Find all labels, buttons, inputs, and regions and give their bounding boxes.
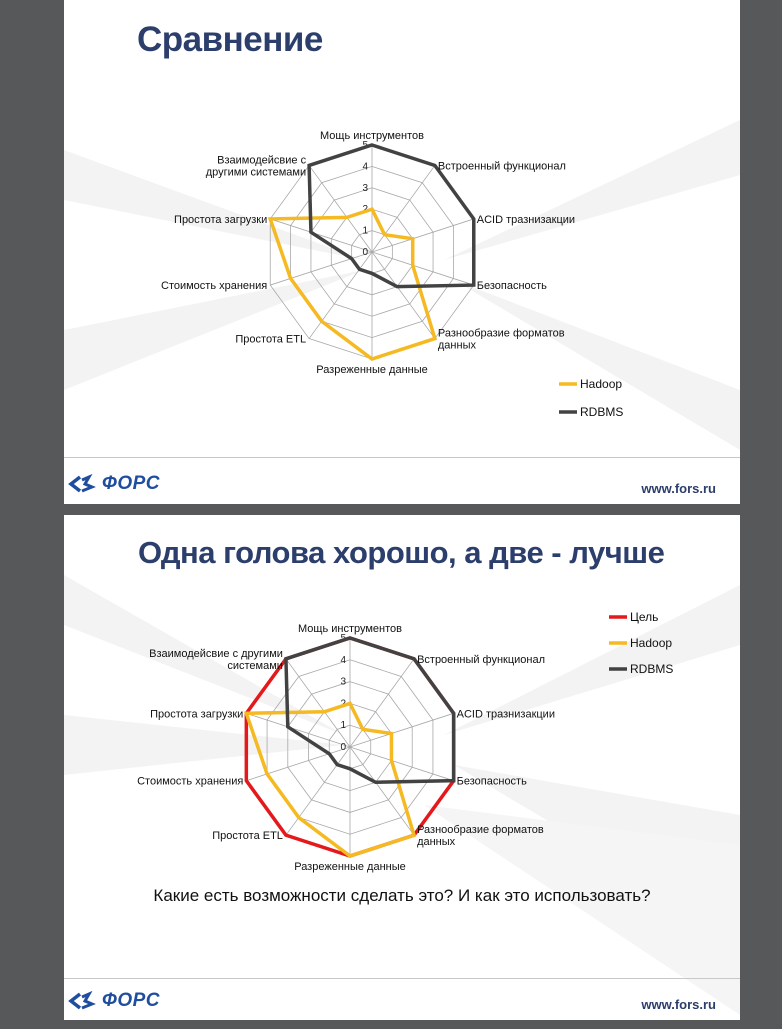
grid-spoke	[309, 252, 372, 339]
grid-spoke	[270, 219, 372, 252]
axis-label: ACID тразнизакции	[456, 708, 555, 721]
fors-logo-icon	[68, 474, 98, 494]
logo-text: ФОРС	[102, 990, 161, 1011]
radar-chart	[64, 0, 740, 460]
question-text: Какие есть возможности сделать это? И как это использовать?	[153, 886, 651, 905]
slide-title: Одна голова хорошо, а две - лучше	[138, 535, 665, 570]
tick-label: 1	[362, 225, 368, 237]
legend-label: RDBMS	[580, 405, 624, 419]
tick-label: 2	[340, 698, 346, 710]
tick-label: 1	[340, 720, 346, 732]
footer-divider	[64, 457, 740, 458]
fors-logo-icon	[68, 991, 98, 1011]
legend-label: Hadoop	[580, 377, 623, 391]
site-url[interactable]: www.fors.ru	[641, 481, 716, 496]
legend-label: Цель	[630, 610, 659, 624]
tick-label: 3	[340, 676, 346, 688]
footer-divider	[64, 978, 740, 979]
tick-label: 5	[340, 633, 346, 644]
tick-label: 5	[362, 140, 368, 151]
axis-label: Разнообразие форматов данных	[417, 824, 544, 849]
axis-label: Взаимодейсвие с другими системами	[149, 647, 283, 672]
fors-logo	[68, 990, 160, 1012]
axis-label: Безопасность	[476, 280, 547, 293]
slide-two-heads	[64, 515, 740, 1020]
slide-title: Сравнение	[137, 20, 323, 59]
tick-label: 4	[340, 654, 346, 666]
axis-label: Простота ETL	[235, 333, 307, 346]
grid-spoke	[372, 252, 435, 339]
tick-label: 0	[340, 742, 346, 753]
fors-logo	[68, 473, 160, 495]
axis-label: Разреженные данные	[316, 364, 428, 376]
logo-text: ФОРС	[102, 473, 161, 494]
tick-label: 0	[362, 247, 368, 258]
tick-label: 4	[362, 161, 368, 173]
axis-label: Встроенный функционал	[417, 653, 546, 666]
axis-label: Взаимодейсвие с другими системами	[205, 154, 307, 179]
axis-label: Разнообразие форматов данных	[437, 327, 565, 352]
axis-label: Стоимость хранения	[137, 775, 244, 788]
axis-label: Мощь инструментов	[297, 623, 403, 635]
axis-label: Простота загрузки	[174, 213, 268, 226]
slide-comparison	[64, 0, 740, 504]
axis-label: Безопасность	[456, 775, 527, 788]
tick-label: 2	[362, 204, 368, 216]
legend-label: RDBMS	[630, 662, 674, 676]
axis-label: Стоимость хранения	[161, 280, 268, 293]
radar-chart	[64, 515, 740, 885]
grid-spoke	[350, 747, 414, 835]
axis-label: Простота ETL	[212, 830, 283, 843]
tick-label: 3	[362, 182, 368, 194]
grid-spoke	[286, 747, 350, 835]
axis-label: ACID тразнизакции	[476, 213, 576, 226]
axis-label: Разреженные данные	[294, 861, 406, 873]
legend-label: Hadoop	[630, 636, 673, 650]
axis-label: Встроенный функционал	[437, 160, 566, 173]
axis-label: Мощь инструментов	[319, 130, 425, 142]
axis-label: Простота загрузки	[150, 708, 244, 721]
grid-spoke	[246, 713, 350, 747]
site-url[interactable]: www.fors.ru	[641, 997, 716, 1012]
